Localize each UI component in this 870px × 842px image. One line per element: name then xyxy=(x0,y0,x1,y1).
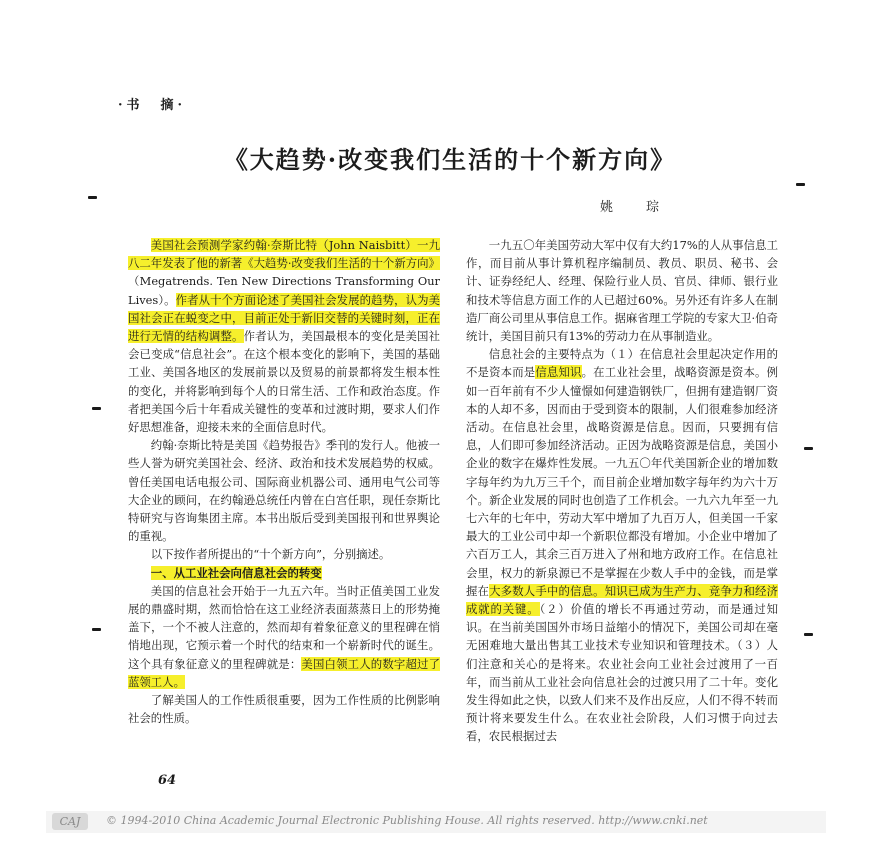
author-bio-paragraph: 约翰·奈斯比特是美国《趋势报告》季刊的发行人。他被一些人誉为研究美国社会、经济、政治和技术发展趋势的权威。曾任美国电话电报公司、国际商业机器公司、通用电气公司等大企业的顾问，在约翰逊总统任内曾在白宫任职，现任奈斯比特研究与咨询集团主席。本书出版后受到美国报刊和世界舆论的重视。 xyxy=(128,438,440,544)
section-heading: 一、从工业社会向信息社会的转变 xyxy=(150,565,322,580)
margin-mark xyxy=(796,183,805,186)
margin-mark xyxy=(88,196,97,199)
body-paragraph: 了解美国人的工作性质很重要，因为工作性质的比例影响社会的性质。 xyxy=(128,693,440,726)
body-paragraph: 一九五〇年美国劳动大军中仅有大约17%的人从事信息工作，而目前从事计算机程序编制员、教员、职员、秘书、会计、证券经纪人、经理、保险行业人员、官员、律师、银行业和技术等信息方面工作的人已超过60%。另外还有许多人在制造厂商公司里从事信息工作。据麻省理工学院的专家大卫·伯奇统计，美国目前只有13%的劳动力在从事制造业。 xyxy=(466,238,778,344)
summary-note-paragraph: 以下按作者所提出的“十个新方向”，分别摘述。 xyxy=(150,547,391,562)
highlighted-text: 大多数人手中的信息。知识已成为生产力、竞争力和经济成就的关键。 xyxy=(466,583,778,617)
margin-mark xyxy=(92,628,101,631)
highlighted-text: 信息知识 xyxy=(535,365,582,380)
left-column xyxy=(128,236,440,727)
right-column xyxy=(466,236,778,746)
body-paragraph: 美国的信息社会开始于一九五六年。当时正值美国工业发展的鼎盛时期，然而恰恰在这工业经济表面蒸蒸日上的形势掩盖下，一个不被人注意的，然而却有着象征意义的里程碑在悄悄地出现，它预示着一个时代的结束和一个崭新时代的诞生。这个具有象征意义的里程碑就是：美国白领工人的数字超过了蓝领工人。 xyxy=(128,583,440,689)
section-tag: ·书 摘· xyxy=(118,98,187,113)
highlighted-text: 作者从十个方面论述了美国社会发展的趋势，认为美国社会正在蜕变之中，目前正处于新旧交替的关键时刻，正在进行无情的结构调整。 xyxy=(128,292,440,344)
margin-mark xyxy=(92,407,101,410)
highlighted-text: 美国白领工人的数字超过了蓝领工人。 xyxy=(128,656,440,689)
copyright-text: © 1994-2010 China Academic Journal Electronic Publishing House. All rights reserved. http://www.cnki.net xyxy=(106,814,708,827)
copyright-footer xyxy=(46,811,826,833)
publisher-logo-icon: CAJ xyxy=(52,813,88,830)
highlighted-text: 美国社会预测学家约翰·奈斯比特（John Naisbitt）一九八二年发表了他的新著《大趋势·改变我们生活的十个新方向》 xyxy=(128,238,440,271)
author-name: 姚 琮 xyxy=(600,200,670,215)
margin-mark xyxy=(804,447,813,450)
article-title: 《大趋势·改变我们生活的十个新方向》 xyxy=(223,145,677,174)
margin-mark xyxy=(804,633,813,636)
body-paragraph: 信息社会的主要特点为（１）在信息社会里起决定作用的不是资本而是信息知识。在工业社会里，战略资源是资本。例如一百年前有不少人憧憬如何建造钢铁厂，但拥有建造钢厂资本的人却不多，因而由于受到资本的限制，人们很难参加经济活动。在信息社会里，战略资源是信息。因而，只要拥有信息，人们即可参加经济活动。正因为战略资源是信息，美国小企业的数字在爆炸性发展。一九五〇年代美国新企业的增加数字每年约为九万三千个，而目前企业增加数字每年约为六十万个。新企业发展的同时也创造了工作机会。一九六九年至一九七六年的七年中，劳动大军中增加了九百万人，但美国一千家最大的工业公司中却一个新职位都没有增加。小企业中增加了六百万工人，其余三百万进入了州和地方政府工作。在信息社会里，权力的新泉源已不是掌握在少数人手中的金钱，而是掌握在大多数人手中的信息。知识已成为生产力、竞争力和经济成就的关键。（２）价值的增长不再通过劳动，而是通过知识。在当前美国国外市场日益缩小的情况下，美国公司却在毫无困难地大量出售其工业技术专业知识和管理技术。（３）人们注意和关心的是将来。农业社会向工业社会过渡用了一百年，而当前从工业社会向信息社会的过渡只用了二十年。变化发生得如此之快，以致人们来不及作出反应，人们不得不转而预计将来要发生什么。在农业社会阶段，人们习惯于向过去看，农民根据过去 xyxy=(466,347,778,744)
page-number: 64 xyxy=(158,773,177,788)
intro-paragraph: 美国社会预测学家约翰·奈斯比特（John Naisbitt）一九八二年发表了他的新著《大趋势·改变我们生活的十个新方向》（Megatrends. Ten New Directions Transforming Our Lives）。作者从十个方面论述了美国社会发展的趋势，认为美国社会正在蜕变之中，目前正处于新旧交替的关键时刻，正在进行无情的结构调整。作者认为，美国最根本的变化是美国社会已变成“信息社会”。在这个根本变化的影响下，美国的基础工业、美国各地区的发展前景以及贸易的前景都将发生根本性的变化，并将影响到每个人的日常生活、工作和政治态度。作者把美国今后十年看成关键性的变革和过渡时期，要求人们作好思想准备，迎接未来的全面信息时代。 xyxy=(128,238,440,435)
